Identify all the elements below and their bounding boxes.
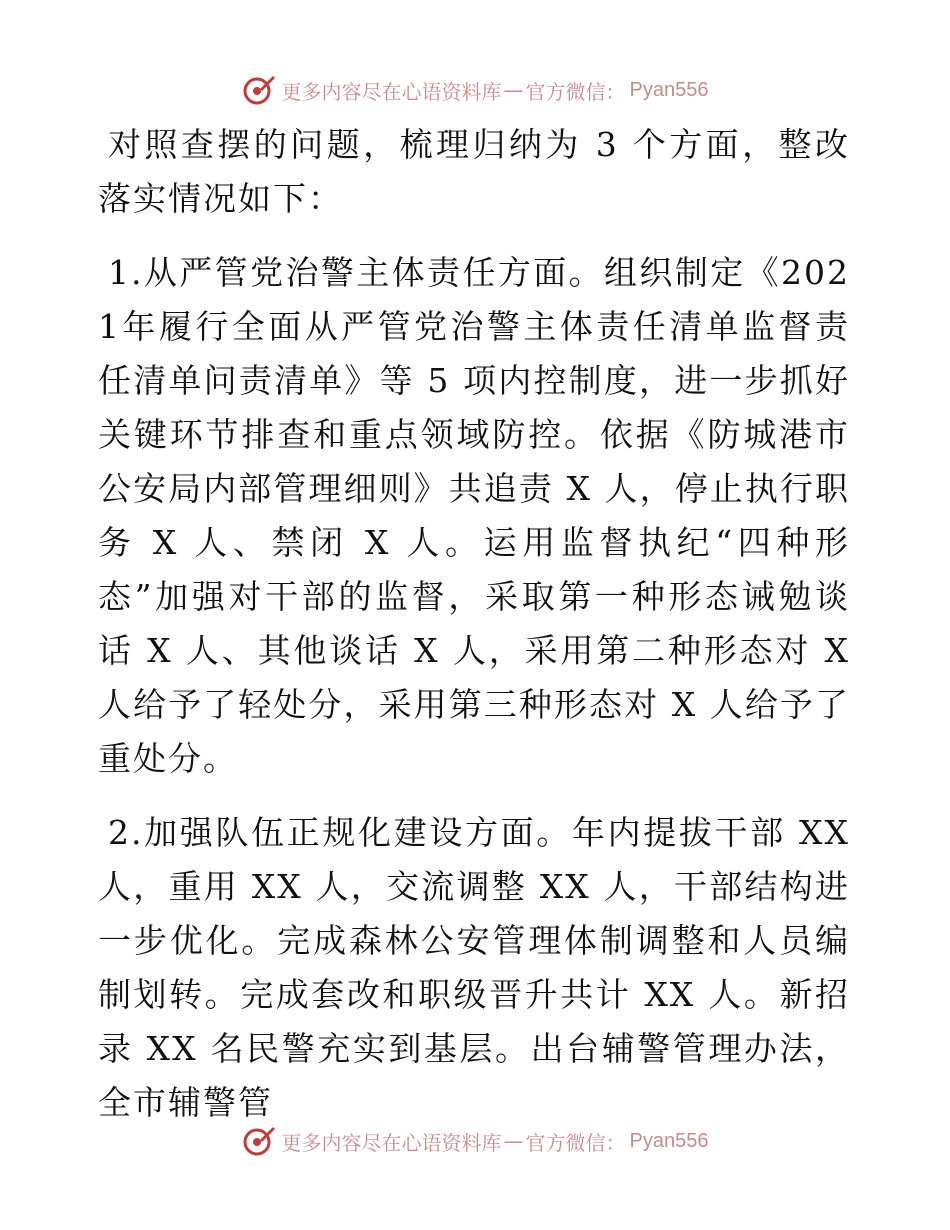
- quill-seal-icon: [242, 1124, 276, 1158]
- watermark-separator: —: [503, 78, 524, 102]
- intro-paragraph: 对照查摆的问题，梳理归纳为 3 个方面，整改落实情况如下：: [98, 125, 850, 218]
- watermark-official-label: 官方微信：: [525, 79, 626, 104]
- section-1-paragraph: 1.从严管党治警主体责任方面。组织制定《2021年履行全面从严管党治警主体责任清单监督责任清单问责清单》等 5 项内控制度，进一步抓好关键环节排查和重点领域防控。依据《防城港市公安局内部管理细则》共追责 X 人，停止执行职务 X 人、禁闭 X 人。运用监督执纪“四种形态”加强对干部的监督，采取第一种形态诫勉谈话 X 人、其他谈话 X 人，采用第二种形态对 X 人给予了轻处分，采用第三种形态对 X 人给予了重处分。: [98, 253, 850, 778]
- watermark-separator: —: [503, 1129, 524, 1153]
- section-2-paragraph: 2.加强队伍正规化建设方面。年内提拔干部 XX 人，重用 XX 人，交流调整 XX 人，干部结构进一步优化。完成森林公安管理体制调整和人员编制划转。完成套改和职级晋升共计 XX 人。新招录 XX 名民警充实到基层。出台辅警管理办法，全市辅警管: [98, 813, 850, 1122]
- watermark-official-label: 官方微信：: [525, 1130, 626, 1155]
- quill-seal-icon: [242, 73, 276, 107]
- header-watermark: [0, 70, 950, 110]
- watermark-brand-text: 更多内容尽在心语资料库: [281, 1130, 502, 1155]
- watermark-wechat-id: Pyan556: [629, 78, 709, 101]
- document-body: [98, 118, 850, 1130]
- footer-watermark: [0, 1121, 950, 1161]
- watermark-wechat-id: Pyan556: [629, 1129, 709, 1152]
- watermark-brand-text: 更多内容尽在心语资料库: [281, 79, 502, 104]
